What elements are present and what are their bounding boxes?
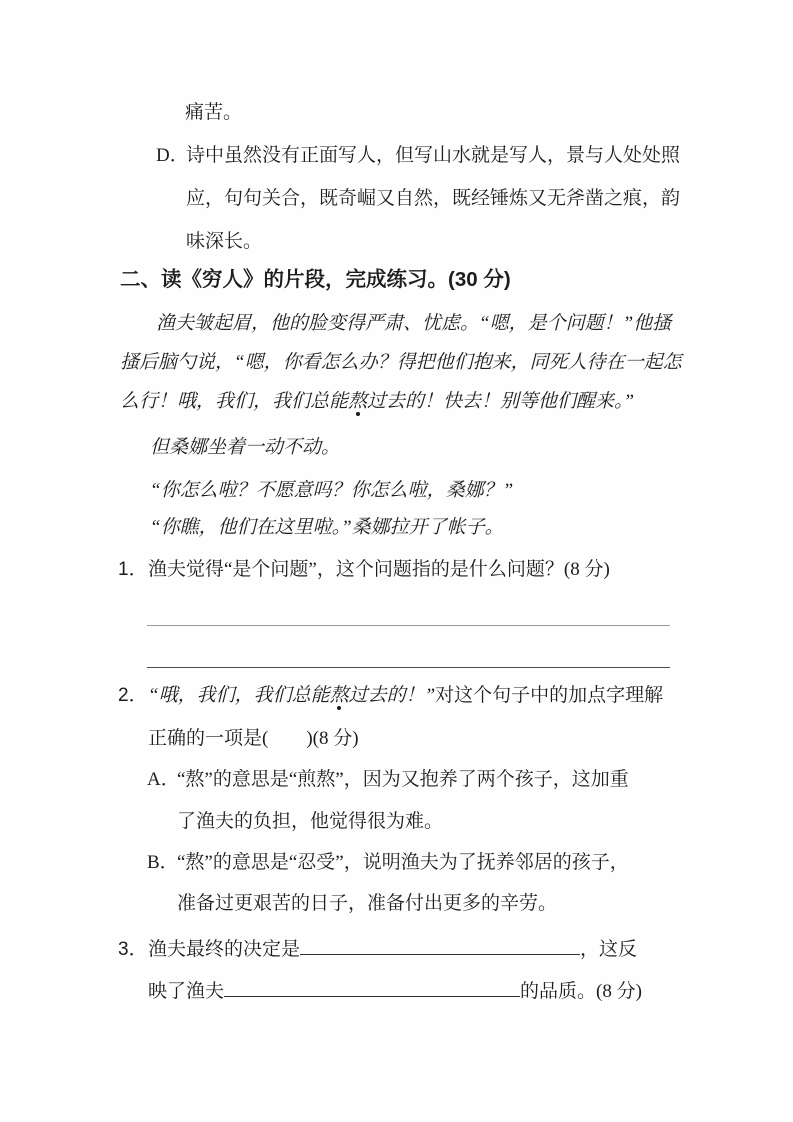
option-d-line1	[156, 143, 680, 169]
question-1-number: 1．	[118, 559, 148, 580]
option-b-label: B．	[147, 852, 179, 873]
question-2-rest: 对这个句子中的加点字理解	[435, 685, 664, 706]
question-3-text1-before: 渔夫最终的决定是	[148, 939, 301, 960]
option-a-line2: 了渔夫的负担，他觉得很为难。	[177, 811, 444, 832]
option-b-line2: 准备过更艰苦的日子，准备付出更多的辛劳。	[177, 893, 558, 914]
question-1-answer-line-2	[147, 643, 670, 668]
option-d-text1: 诗中虽然没有正面写人，但写山水就是写人，景与人处处照	[186, 145, 681, 166]
question-2-line2: 正确的一项是( )(8 分)	[148, 728, 359, 749]
excerpt-paragraph4: “你瞧，他们在这里啦。”桑娜拉开了帐子。	[150, 517, 504, 538]
question-2-number: 2．	[118, 685, 148, 706]
option-b-line1	[147, 850, 629, 876]
option-a-line1	[147, 767, 629, 793]
question-3-text2-before: 映了渔夫	[148, 981, 225, 1002]
excerpt-paragraph2: 但桑娜坐着一动不动。	[150, 437, 341, 458]
question-3-fill-blank-1	[300, 937, 580, 955]
question-1-text: 渔夫觉得“是个问题”，这个问题指的是什么问题？(8 分)	[148, 559, 610, 580]
question-1-answer-line-1	[147, 601, 670, 626]
question-3-number: 3．	[118, 939, 148, 960]
question-3-line1	[118, 937, 637, 963]
question-3-text2-after: 的品质。(8 分)	[520, 981, 642, 1002]
prev-option-carryover-line: 痛苦。	[185, 102, 243, 123]
option-d-line3: 味深长。	[186, 231, 263, 252]
question-3-line2	[148, 979, 642, 1005]
question-2-quote: “哦，我们，我们总能熬过去的！”	[148, 685, 436, 706]
option-d-label: D．	[156, 145, 189, 166]
section-two-heading: 二、读《穷人》的片段，完成练习。(30 分)	[120, 268, 511, 291]
excerpt-paragraph3: “你怎么啦？不愿意吗？你怎么啦，桑娜？”	[150, 480, 514, 501]
question-3-text1-after: ，这反	[580, 939, 638, 960]
question-1-line	[118, 557, 610, 583]
excerpt-paragraph1-line2: 搔后脑勺说，“嗯，你看怎么办？得把他们抱来，同死人待在一起怎	[120, 352, 682, 373]
question-2-line1	[118, 683, 663, 709]
option-b-text1: “熬”的意思是“忍受”，说明渔夫为了抚养邻居的孩子，	[177, 852, 629, 873]
excerpt-paragraph1-line3: 么行！哦，我们，我们总能熬过去的！快去！别等他们醒来。”	[120, 391, 635, 412]
excerpt-paragraph1-line1: 渔夫皱起眉，他的脸变得严肃、忧虑。“嗯，是个问题！”他搔	[156, 313, 672, 334]
option-d-line2: 应，句句关合，既奇崛又自然，既经锤炼又无斧凿之痕，韵	[186, 188, 681, 209]
question-3-fill-blank-2	[224, 979, 520, 997]
option-a-label: A．	[147, 769, 180, 790]
option-a-text1: “熬”的意思是“煎熬”，因为又抱养了两个孩子，这加重	[177, 769, 629, 790]
